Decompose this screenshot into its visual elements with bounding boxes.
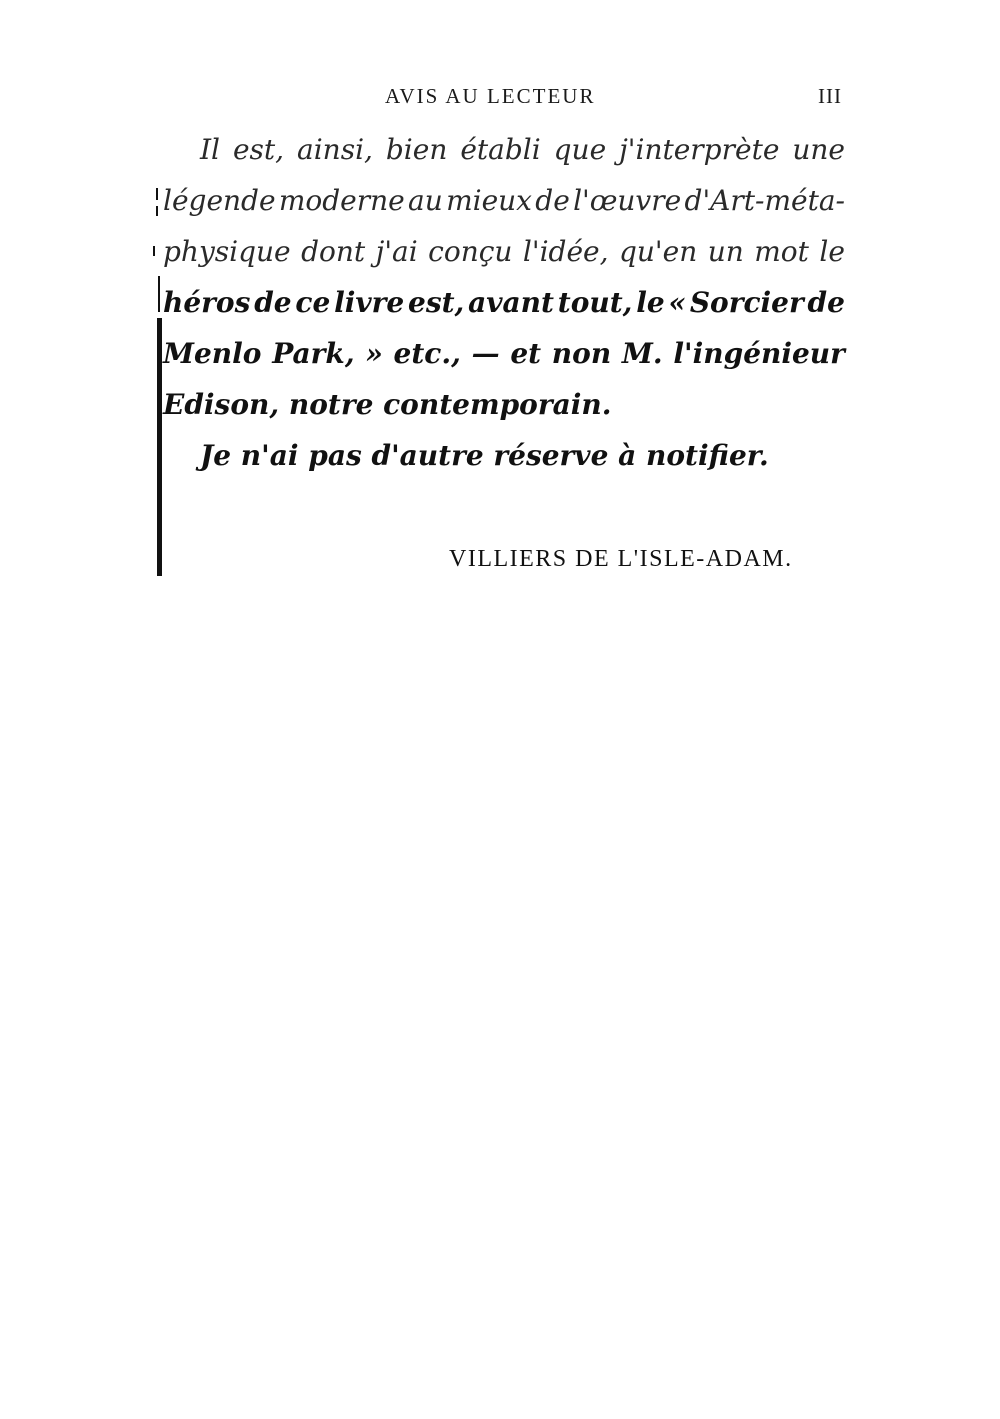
margin-tick-3 xyxy=(153,246,155,256)
author-signature: VILLIERS DE L'ISLE-ADAM. xyxy=(449,546,793,572)
page-number: III xyxy=(818,84,842,108)
text-line-1: Il est, ainsi, bien établi que j'interprète une xyxy=(200,133,845,166)
margin-rule-upper xyxy=(158,276,160,312)
text-line-2: légende moderne au mieux de l'œuvre d'Art-méta- xyxy=(163,184,845,217)
text-line-4: héros de ce livre est, avant tout, le « Sorcier de xyxy=(163,286,845,319)
body-text xyxy=(163,124,845,481)
text-line-6: Edison, notre contemporain. xyxy=(163,388,612,421)
text-line-3: physique dont j'ai conçu l'idée, qu'en un mot le xyxy=(163,235,845,268)
running-title: AVIS AU LECTEUR xyxy=(385,84,596,108)
margin-tick-1 xyxy=(156,188,158,200)
text-line-7: Je n'ai pas d'autre réserve à notifier. xyxy=(200,439,769,472)
text-line-5: Menlo Park, » etc., — et non M. l'ingénieur xyxy=(163,337,845,370)
margin-tick-2 xyxy=(156,206,158,216)
margin-rule-main xyxy=(157,318,162,576)
